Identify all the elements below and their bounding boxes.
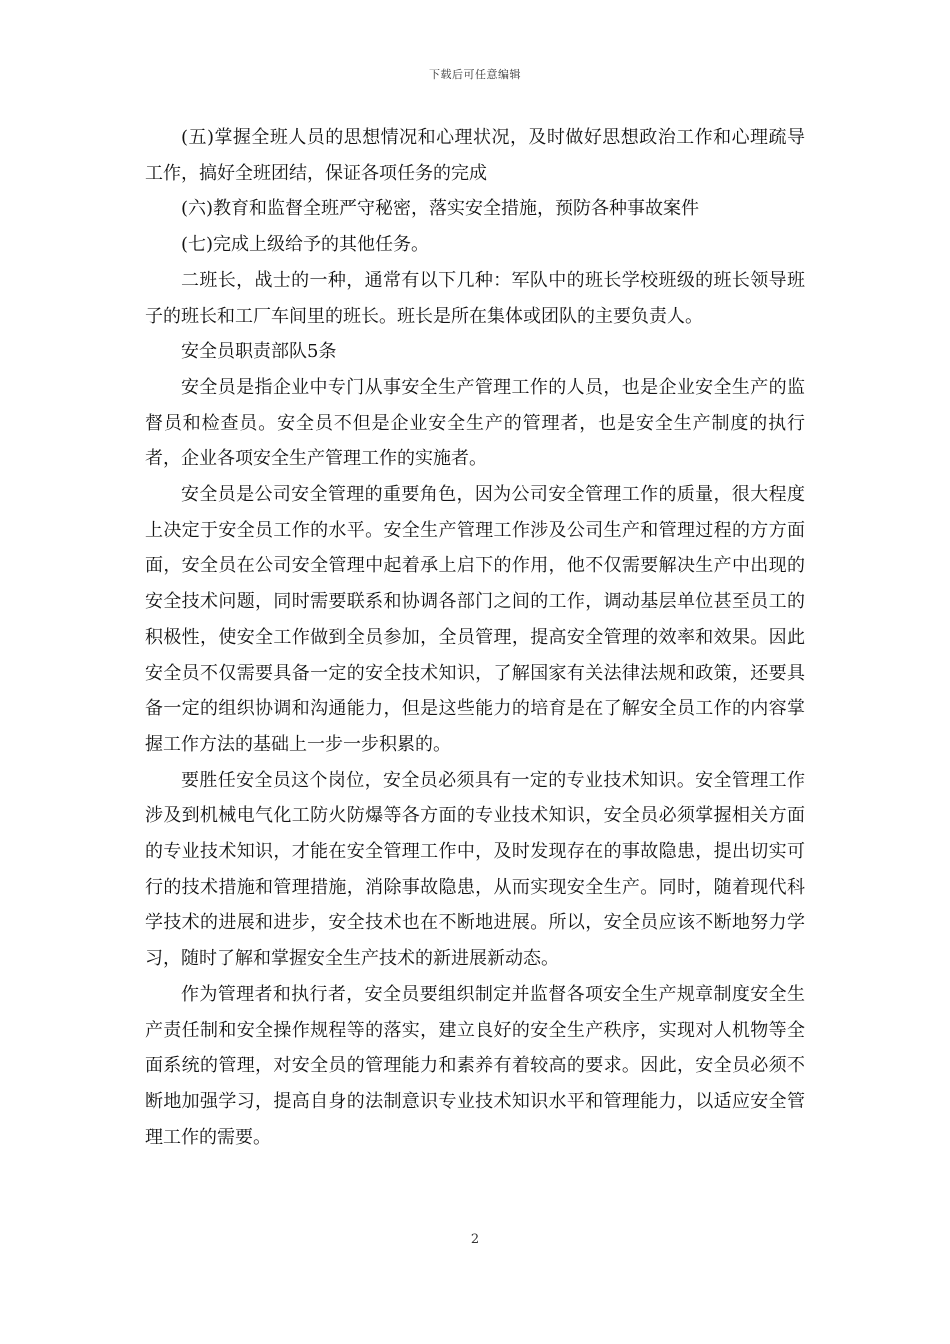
page-number: 2: [470, 1232, 480, 1247]
paragraph-duty-7: (七)完成上级给予的其他任务。: [181, 234, 430, 256]
paragraph-safety-officer-role: 安全员是公司安全管理的重要角色，因为公司安全管理工作的质量，很大程度上决定于安全员工作的水平。安全生产管理工作涉及公司生产和管理过程的方方面面，安全员在公司安全管理中起着承上启下的作用，他不仅需要解决生产中出现的安全技术问题，同时需要联系和协调各部门之间的工作，调动基层单位甚至员工的积极性，使安全工作做到全员参加，全员管理，提高安全管理的效率和效果。因此安全员不仅需要具备一定的安全技术知识，了解国家有关法律法规和政策，还要具备一定的组织协调和沟通能力，但是这些能力的培育是在了解安全员工作的内容掌握工作方法的基础上一步一步积累的。: [145, 484, 805, 755]
page-header: 下载后可任意编辑: [429, 68, 521, 81]
paragraph-manager-executor: 作为管理者和执行者，安全员要组织制定并监督各项安全生产规章制度安全生产责任制和安全操作规程等的落实，建立良好的安全生产秩序，实现对人机物等全面系统的管理，对安全员的管理能力和素养有着较高的要求。因此，安全员必须不断地加强学习，提高自身的法制意识专业技术知识水平和管理能力，以适应安全管理工作的需要。: [145, 983, 805, 1148]
document-body: [145, 120, 805, 1155]
paragraph-duty-5: (五)掌握全班人员的思想情况和心理状况，及时做好思想政治工作和心理疏导工作，搞好全班团结，保证各项任务的完成: [145, 127, 805, 184]
section-heading: 安全员职责部队5条: [181, 341, 337, 363]
paragraph-duty-6: (六)教育和监督全班严守秘密，落实安全措施，预防各种事故案件: [181, 198, 700, 220]
paragraph-technical-knowledge: 要胜任安全员这个岗位，安全员必须具有一定的专业技术知识。安全管理工作涉及到机械电气化工防火防爆等各方面的专业技术知识，安全员必须掌握相关方面的专业技术知识，才能在安全管理工作中，及时发现存在的事故隐患，提出切实可行的技术措施和管理措施，消除事故隐患，从而实现安全生产。同时，随着现代科学技术的进展和进步，安全技术也在不断地进展。所以，安全员应该不断地努力学习，随时了解和掌握安全生产技术的新进展新动态。: [145, 769, 805, 970]
paragraph-squad-leader: 二班长，战士的一种，通常有以下几种：军队中的班长学校班级的班长领导班子的班长和工厂车间里的班长。班长是所在集体或团队的主要负责人。: [145, 269, 805, 327]
paragraph-safety-officer-definition: 安全员是指企业中专门从事安全生产管理工作的人员，也是企业安全生产的监督员和检查员。安全员不但是企业安全生产的管理者，也是安全生产制度的执行者，企业各项安全生产管理工作的实施者。: [145, 376, 805, 470]
